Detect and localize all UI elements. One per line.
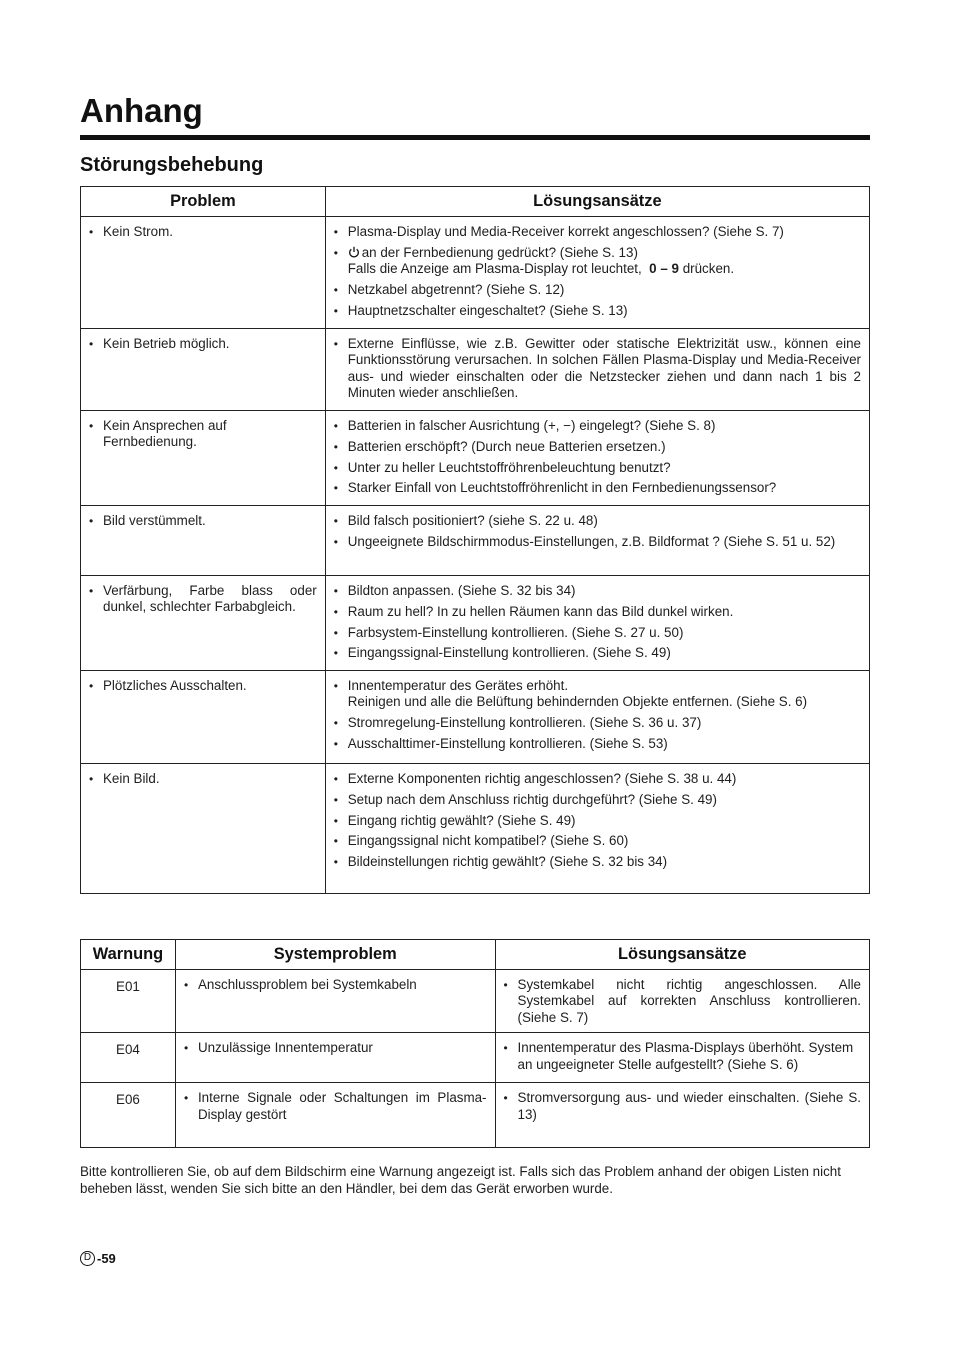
solution-subline: Falls die Anzeige am Plasma-Display rot leuchtet,: [347, 261, 642, 277]
circled-letter-icon: D: [80, 1251, 95, 1266]
table-row: [81, 970, 870, 1033]
solution-item: • Batterien in falscher Ausrichtung (+, −) eingelegt? (Siehe S. 8): [334, 418, 861, 434]
problem-text: • Bild verstümmelt.: [89, 513, 317, 529]
column-header-solution: Lösungsansätze: [495, 940, 869, 970]
problem-cell: [81, 671, 326, 764]
table-row: [81, 671, 870, 764]
column-header-problem: Problem: [81, 187, 326, 217]
solution-item: • Bild falsch positioniert? (siehe S. 22 u. 48): [334, 513, 861, 529]
problem-text: • Kein Betrieb möglich.: [89, 336, 317, 352]
solution-item: • Externe Einflüsse, wie z.B. Gewitter oder statische Elektrizität usw., können eine Funktionsstörung verursachen. In solchen Fällen Plasma-Display und Media-Receiver aus- und wieder einschalten oder die Netzstecker ziehen und dann nach 1 bis 2 Minuten wieder anschließen.: [334, 336, 861, 402]
warning-code: E01: [81, 970, 176, 1033]
solution-subline-end: drücken.: [682, 261, 735, 277]
solution-item: • Netzkabel abgetrennt? (Siehe S. 12): [334, 282, 861, 298]
problem-cell: [81, 217, 326, 329]
solution-item: • Externe Komponenten richtig angeschlossen? (Siehe S. 38 u. 44): [334, 771, 861, 787]
solution-item: • Eingang richtig gewählt? (Siehe S. 49): [334, 813, 861, 829]
troubleshooting-table: [80, 186, 870, 894]
column-header-solution: Lösungsansätze: [325, 187, 869, 217]
solution-cell: [325, 329, 869, 411]
solution-item: • Batterien erschöpft? (Durch neue Batterien ersetzen.): [334, 439, 861, 455]
table-row: [81, 764, 870, 894]
solution-item: [334, 678, 861, 711]
button-range-label: 0 – 9: [649, 261, 679, 277]
problem-text: • Kein Strom.: [89, 224, 317, 240]
problem-cell: [81, 506, 326, 576]
problem-cell: [81, 764, 326, 894]
solution-item: • Stromversorgung aus- und wieder einschalten. (Siehe S. 13): [504, 1090, 861, 1123]
problem-text: • Plötzliches Ausschalten.: [89, 678, 317, 694]
solution-text: an der Fernbedienung gedrückt? (Siehe S. 13): [361, 244, 638, 260]
solution-cell: [325, 671, 869, 764]
column-header-warning: Warnung: [81, 940, 176, 970]
solution-subline: Reinigen und alle die Belüftung behindernden Objekte entfernen. (Siehe S. 6): [347, 694, 808, 710]
title-rule: [80, 135, 870, 140]
solution-cell: [325, 411, 869, 506]
solution-text: Innentemperatur des Gerätes erhöht.: [347, 678, 569, 693]
solution-item: • Farbsystem-Einstellung kontrollieren. (Siehe S. 27 u. 50): [334, 625, 861, 641]
solution-item: • Raum zu hell? In zu hellen Räumen kann das Bild dunkel wirken.: [334, 604, 861, 620]
table-row: [81, 411, 870, 506]
solution-item: • Plasma-Display und Media-Receiver korrekt angeschlossen? (Siehe S. 7): [334, 224, 861, 240]
table-row: [81, 506, 870, 576]
solution-item: • Eingangssignal nicht kompatibel? (Siehe S. 60): [334, 833, 861, 849]
solution-item: • Hauptnetzschalter eingeschaltet? (Siehe S. 13): [334, 303, 861, 319]
table-row: [81, 1033, 870, 1083]
table-row: [81, 1083, 870, 1148]
problem-text: • Verfärbung, Farbe blass oder dunkel, schlechter Farbabgleich.: [89, 583, 317, 616]
solution-item: • Eingangssignal-Einstellung kontrollieren. (Siehe S. 49): [334, 645, 861, 661]
solution-item: • Bildeinstellungen richtig gewählt? (Siehe S. 32 bis 34): [334, 854, 861, 870]
table-row: [81, 576, 870, 671]
solution-item: • Unter zu heller Leuchtstoffröhrenbeleuchtung benutzt?: [334, 460, 861, 476]
solution-cell: [325, 576, 869, 671]
solution-item: • Bildton anpassen. (Siehe S. 32 bis 34): [334, 583, 861, 599]
solution-cell: [495, 970, 869, 1033]
page-number: [80, 1251, 116, 1266]
page-number-text: -59: [97, 1251, 116, 1266]
solution-cell: [495, 1033, 869, 1083]
solution-item: • Stromregelung-Einstellung kontrollieren. (Siehe S. 36 u. 37): [334, 715, 861, 731]
solution-item: • Systemkabel nicht richtig angeschlossen. Alle Systemkabel auf korrekten Anschluss kontrollieren. (Siehe S. 7): [504, 977, 861, 1026]
problem-text: • Kein Bild.: [89, 771, 317, 787]
solution-item: [334, 245, 861, 278]
table-header-row: [81, 940, 870, 970]
solution-item: • Ausschalttimer-Einstellung kontrollieren. (Siehe S. 53): [334, 736, 861, 752]
warning-code: E06: [81, 1083, 176, 1148]
solution-cell: [325, 217, 869, 329]
system-problem-text: • Anschlussproblem bei Systemkabeln: [184, 977, 487, 993]
page-title: Anhang: [80, 92, 203, 129]
power-icon: [348, 246, 360, 258]
warning-table: [80, 939, 870, 1148]
problem-cell: [81, 411, 326, 506]
solution-cell: [325, 506, 869, 576]
system-problem-cell: [175, 1083, 495, 1148]
table-row: [81, 217, 870, 329]
solution-item: • Ungeeignete Bildschirmmodus-Einstellungen, z.B. Bildformat ? (Siehe S. 51 u. 52): [334, 534, 861, 550]
system-problem-cell: [175, 970, 495, 1033]
solution-item: • Setup nach dem Anschluss richtig durchgeführt? (Siehe S. 49): [334, 792, 861, 808]
problem-cell: [81, 329, 326, 411]
table-header-row: [81, 187, 870, 217]
solution-item: • Innentemperatur des Plasma-Displays überhöht. System an ungeeigneter Stelle aufgestellt? (Siehe S. 6): [504, 1040, 861, 1073]
system-problem-cell: [175, 1033, 495, 1083]
table-row: [81, 329, 870, 411]
section-title: Störungsbehebung: [80, 154, 264, 176]
warning-code: E04: [81, 1033, 176, 1083]
system-problem-text: • Unzulässige Innentemperatur: [184, 1040, 487, 1056]
solution-cell: [325, 764, 869, 894]
problem-text: • Kein Ansprechen auf Fernbedienung.: [89, 418, 317, 451]
problem-cell: [81, 576, 326, 671]
footer-note: Bitte kontrollieren Sie, ob auf dem Bildschirm eine Warnung angezeigt ist. Falls sich das Problem anhand der obigen Listen nicht beheben lässt, wenden Sie sich bitte an den Händler, bei dem das Gerät erworben wurde.: [80, 1164, 841, 1196]
system-problem-text: • Interne Signale oder Schaltungen im Plasma-Display gestört: [184, 1090, 487, 1123]
column-header-system-problem: Systemproblem: [175, 940, 495, 970]
solution-item: • Starker Einfall von Leuchtstoffröhrenlicht in den Fernbedienungssensor?: [334, 480, 861, 496]
solution-cell: [495, 1083, 869, 1148]
